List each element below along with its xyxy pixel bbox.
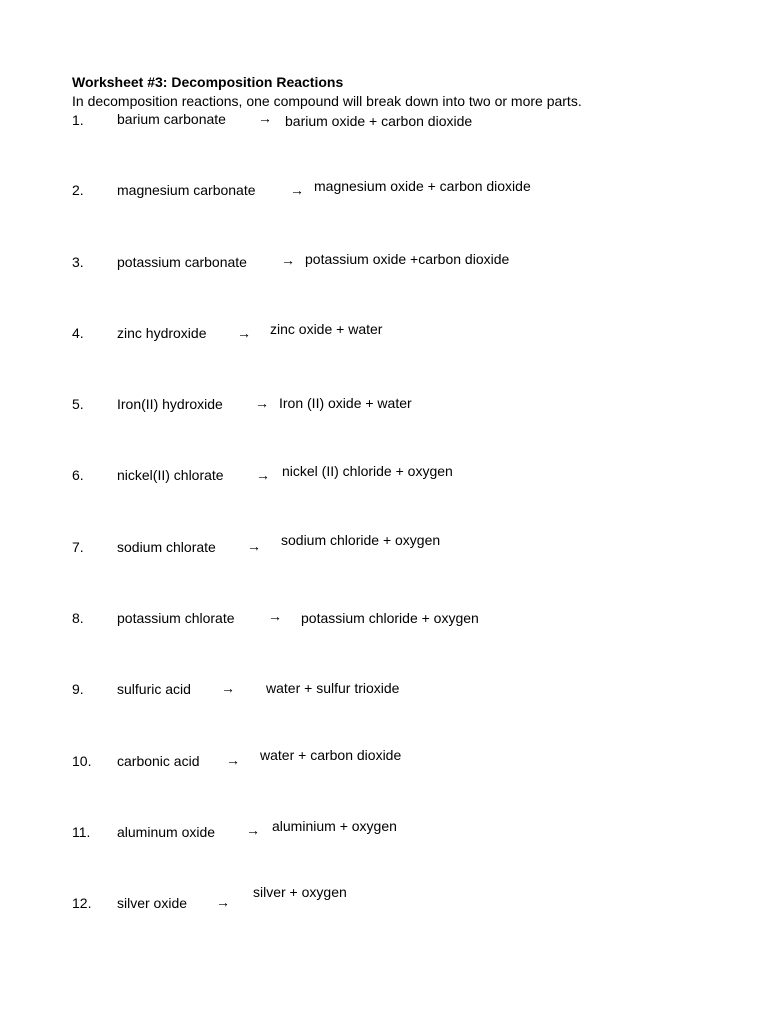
reactant-text: silver oxide bbox=[117, 895, 188, 911]
products-text: Iron (II) oxide + water bbox=[279, 395, 412, 411]
products-text: nickel (II) chloride + oxygen bbox=[282, 463, 453, 479]
item-number: 3. bbox=[72, 254, 84, 270]
item-number: 5. bbox=[72, 396, 84, 412]
reactant-text: carbonic acid bbox=[117, 753, 200, 769]
reactant-text: potassium carbonate bbox=[117, 254, 247, 270]
reaction-row bbox=[0, 321, 768, 365]
products-text: aluminium + oxygen bbox=[272, 818, 397, 834]
reactant-text: magnesium carbonate bbox=[117, 182, 256, 198]
arrow-icon: → bbox=[268, 608, 282, 624]
products-text: zinc oxide + water bbox=[270, 321, 383, 337]
arrow-icon: → bbox=[256, 467, 270, 483]
reactant-text: aluminum oxide bbox=[117, 824, 216, 840]
reactant-text: potassium chlorate bbox=[117, 610, 235, 626]
reaction-row bbox=[0, 396, 768, 436]
products-text: potassium chloride + oxygen bbox=[301, 610, 479, 626]
reaction-row bbox=[0, 463, 768, 507]
reaction-row bbox=[0, 532, 768, 579]
arrow-icon: → bbox=[246, 822, 260, 838]
arrow-icon: → bbox=[226, 752, 240, 768]
arrow-icon: → bbox=[255, 395, 269, 411]
arrow-icon: → bbox=[221, 680, 235, 696]
reactant-text: sodium chlorate bbox=[117, 539, 216, 555]
reactant-text: Iron(II) hydroxide bbox=[117, 396, 223, 412]
item-number: 10. bbox=[72, 753, 92, 769]
arrow-icon: → bbox=[290, 182, 304, 198]
arrow-icon: → bbox=[281, 252, 295, 268]
item-number: 6. bbox=[72, 467, 84, 483]
item-number: 11. bbox=[72, 824, 91, 840]
worksheet-title: Worksheet #3: Decomposition Reactions bbox=[72, 74, 344, 90]
products-text: water + sulfur trioxide bbox=[266, 680, 400, 696]
products-text: barium oxide + carbon dioxide bbox=[285, 113, 473, 129]
item-number: 12. bbox=[72, 895, 92, 911]
arrow-icon: → bbox=[258, 110, 272, 126]
reaction-row bbox=[0, 818, 768, 864]
reactant-text: zinc hydroxide bbox=[117, 325, 207, 341]
reaction-row bbox=[0, 111, 768, 151]
item-number: 1. bbox=[72, 112, 84, 128]
item-number: 9. bbox=[72, 681, 84, 697]
worksheet-intro: In decomposition reactions, one compound will break down into two or more parts. bbox=[72, 93, 582, 109]
item-number: 7. bbox=[72, 539, 84, 555]
arrow-icon: → bbox=[247, 538, 261, 554]
arrow-icon: → bbox=[237, 325, 251, 341]
reaction-row bbox=[0, 178, 768, 222]
products-text: magnesium oxide + carbon dioxide bbox=[314, 178, 531, 194]
products-text: sodium chloride + oxygen bbox=[281, 532, 441, 548]
reaction-row bbox=[0, 251, 768, 294]
reactant-text: sulfuric acid bbox=[117, 681, 191, 697]
products-text: water + carbon dioxide bbox=[260, 747, 402, 763]
reactant-text: barium carbonate bbox=[117, 111, 226, 127]
products-text: silver + oxygen bbox=[253, 884, 347, 900]
item-number: 8. bbox=[72, 610, 84, 626]
item-number: 4. bbox=[72, 325, 84, 341]
arrow-icon: → bbox=[216, 894, 230, 910]
reaction-row bbox=[0, 747, 768, 793]
reaction-row bbox=[0, 681, 768, 721]
products-text: potassium oxide +carbon dioxide bbox=[305, 251, 510, 267]
reactant-text: nickel(II) chlorate bbox=[117, 467, 224, 483]
reaction-row bbox=[0, 884, 768, 935]
item-number: 2. bbox=[72, 182, 84, 198]
reaction-row bbox=[0, 610, 768, 650]
